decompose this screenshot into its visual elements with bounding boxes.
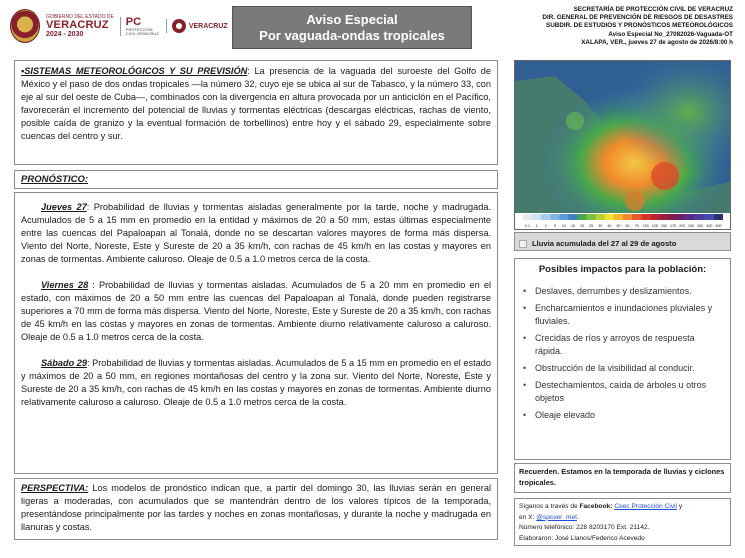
agency-line: XALAPA, VER., jueves 27 de agosto de 2026/8:00 h xyxy=(581,38,733,46)
scale-swatch xyxy=(587,214,596,220)
scale-label: 50 xyxy=(616,224,621,228)
veracruz-logo xyxy=(166,19,228,33)
agency-line: DIR. GENERAL DE PREVENCIÓN DE RIESGOS DE DESASTRES xyxy=(542,14,733,22)
day-name: Viernes 28 xyxy=(41,280,89,290)
scale-swatch xyxy=(541,214,550,220)
contact-prefix: Síganos a través de xyxy=(519,503,580,510)
scale-swatch xyxy=(578,214,587,220)
map-caption-text: Lluvia acumulada del 27 al 29 de agosto xyxy=(532,239,677,248)
title-line1: Aviso Especial xyxy=(306,12,398,27)
veracruz-seal-icon xyxy=(10,9,40,43)
scale-swatch xyxy=(623,214,632,220)
agency-block xyxy=(471,6,733,47)
day-name: Sábado 29 xyxy=(41,358,87,368)
gov-line2: VERACRUZ xyxy=(46,18,109,31)
scale-label: 400 xyxy=(706,224,713,228)
contact-line-x xyxy=(519,513,726,524)
scale-swatch xyxy=(705,214,714,220)
perspective-paragraph xyxy=(21,482,491,534)
scale-label: 15 xyxy=(571,224,575,228)
proteccion-civil-logo xyxy=(120,17,160,36)
scale-label: 75 xyxy=(634,224,639,228)
scale-swatch xyxy=(605,214,614,220)
impacts-heading: Posibles impactos para la población: xyxy=(538,264,707,275)
map-caption xyxy=(514,232,731,251)
contact-phone: Número telefónico: 228 8203170 Ext. 21142. xyxy=(519,524,650,531)
season-reminder: Recuerden. Estamos en la temporada de lluvias y ciclones tropicales. xyxy=(514,463,731,493)
scale-swatch xyxy=(532,214,541,220)
rainfall-map-image xyxy=(515,61,731,230)
systems-section xyxy=(14,60,498,165)
perspective-section xyxy=(14,478,498,540)
impact-item: • Oleaje elevado xyxy=(523,409,722,422)
scale-label: 500 xyxy=(715,224,722,228)
scale-label: 60 xyxy=(625,224,630,228)
scale-swatch xyxy=(596,214,605,220)
rainfall-map xyxy=(514,60,731,230)
scale-swatch xyxy=(523,214,532,220)
systems-text: : La presencia de la vaguada del suroeste del Golfo de México y el paso de dos ondas tropicales —la número 32, cuyo eje se ubica al sur de Tabasco, y la número 33, con eje al sur del oeste de Cuba—, combinados con la divergencia en altura provocada por un anticiclón en el Pacífico, favorecerán el incremento del potencial de lluvias y tormentas eléctricas (descargas eléctricas, rachas de viento, posible caída de granizo y la eventual formación de torbellinos) entre hoy y el sábado 29, especialmente sobre cuencas del centro y sur. xyxy=(21,66,491,141)
impacts-list xyxy=(523,285,722,422)
impact-item: • Destechamientos, caída de árboles u otros objetos xyxy=(523,379,722,405)
forecast-section xyxy=(14,192,498,474)
gov-line3: 2024 - 2030 xyxy=(46,30,84,38)
scale-swatch xyxy=(668,214,677,220)
forecast-day xyxy=(21,201,491,266)
scale-swatch xyxy=(687,214,696,220)
scale-swatch xyxy=(568,214,577,220)
scale-label: 100 xyxy=(642,224,649,228)
forecast-day xyxy=(21,357,491,409)
day-text: : Probabilidad de lluvias y tormentas aisladas generalmente por la tarde, noche y madrugada. Acumulados de 5 a 15 mm en promedio en la entidad y máximos de 20 a 50 mm, estas últimas especialmente entre las cuencas del Papaloapan al Tonalá, donde no se descartan valores mayores de forma más dispersa. Viento del Norte, Noreste, Este y Sureste de 20 a 35 km/h, con rachas de 45 km/h en las costas y mayores en zonas de tormentas. Ambiente caluroso. Oleaje de 0.5 a 1.0 metros cerca de la costa. xyxy=(21,202,491,264)
scale-label: 150 xyxy=(660,224,667,228)
veracruz-label: VERACRUZ xyxy=(188,22,228,30)
day-name: Jueves 27 xyxy=(41,202,87,212)
scale-swatch xyxy=(614,214,623,220)
impacts-section xyxy=(514,258,731,460)
day-text: : Probabilidad de lluvias y tormentas aisladas. Acumulados de 5 a 20 mm en promedio en el estado, con máximos de 20 a 50 mm entre las cuencas del Papaloapan al Tonalá, donde pueden registrarse superiores a 70 mm de forma más dispersa. Viento del Norte, Noreste, Este y Sureste de 20 a 35 km/h, con rachas de 45 km/h en las costas y mayores en zonas de tormentas. Ambiente diurno relativamente caluroso a caluroso. Oleaje de 0.5 a 1.0 metros cerca de la costa. xyxy=(21,280,491,342)
impact-item: • Obstrucción de la visibilidad al conducir. xyxy=(523,362,722,375)
scale-label: 20 xyxy=(580,224,585,228)
contact-section xyxy=(514,498,731,546)
government-logo xyxy=(46,15,114,38)
x-suffix: . xyxy=(577,513,579,521)
header-logos xyxy=(10,6,230,46)
scale-label: 25 xyxy=(589,224,594,228)
systems-paragraph xyxy=(21,65,491,143)
scale-label: 200 xyxy=(679,224,686,228)
scale-label: 5 xyxy=(553,224,556,228)
facebook-label: Facebook: xyxy=(579,503,613,510)
scale-label: 2 xyxy=(544,224,547,228)
agency-line: Aviso Especial No_27082026-Vaguada-OT xyxy=(608,30,733,38)
scale-swatch xyxy=(678,214,687,220)
scale-label: 1 xyxy=(535,224,538,228)
contact-suffix: y xyxy=(676,503,683,510)
impact-item: • Deslaves, derrumbes y deslizamientos. xyxy=(523,285,722,298)
agency-line: SECRETARÍA DE PROTECCIÓN CIVIL DE VERACRUZ xyxy=(573,6,733,13)
scale-swatch xyxy=(632,214,641,220)
scale-swatch xyxy=(696,214,705,220)
scale-label: 175 xyxy=(670,224,676,228)
legend-square-icon xyxy=(519,240,527,248)
scale-label: 30 xyxy=(598,224,603,228)
x-link[interactable]: @spcver_met xyxy=(536,513,578,521)
scale-label: 40 xyxy=(607,224,612,228)
veracruz-emblem-icon xyxy=(172,19,186,33)
impact-item: • Encharcamientos e inundaciones pluviales y fluviales. xyxy=(523,302,722,328)
agency-line: SUBDIR. DE ESTUDIOS Y PRONÓSTICOS METEOROLÓGICOS xyxy=(546,22,733,30)
facebook-link[interactable]: Ceec Protección Civil xyxy=(614,503,677,510)
forecast-day xyxy=(21,279,491,344)
title-line2: Por vaguada-ondas tropicales xyxy=(259,28,445,43)
pc-label: PC xyxy=(125,15,142,28)
scale-label: 10 xyxy=(561,224,566,228)
scale-label: 250 xyxy=(688,224,695,228)
perspective-text: Los modelos de pronóstico indican que, a partir del domingo 30, las lluvias serán en general ligeras a moderadas, con acumulados que se mantendrán dentro de los valores típicos de la temporada, presentándose principalmente por las tardes y noches en zonas montañosas, y durante la noche y madrugada en llanuras y costas. xyxy=(21,483,491,532)
perspective-heading: PERSPECTIVA: xyxy=(21,483,89,493)
systems-heading: •SISTEMAS METEOROLÓGICOS Y SU PREVISIÓN xyxy=(21,66,248,76)
contact-line-facebook xyxy=(519,502,726,513)
contact-authors: Elaboraron: José Llanos/Federico Acevedo xyxy=(519,534,645,542)
scale-swatch xyxy=(659,214,668,220)
gov-line1: GOBIERNO DEL ESTADO DE xyxy=(46,13,114,20)
pc-sub: PROTECCIÓN CIVIL VERACRUZ xyxy=(125,26,159,36)
scale-swatch xyxy=(650,214,659,220)
scale-swatch xyxy=(559,214,568,220)
forecast-heading: PRONÓSTICO: xyxy=(14,170,498,189)
scale-label: 0.1 xyxy=(525,224,531,228)
scale-swatch xyxy=(714,214,723,220)
scale-label: 125 xyxy=(651,224,658,228)
scale-swatch xyxy=(550,214,559,220)
x-prefix: en X: xyxy=(519,513,537,521)
day-text: : Probabilidad de lluvias y tormentas aisladas. Acumulados de 5 a 15 mm en promedio en el estado y máximos de 20 a 50 mm, en regiones montañosas del centro y la zona sur. Viento del Norte, Noreste, Este y Sureste de 20 a 35 km/h, con rachas de 45 km/h en las costas y mayores en zonas de tormentas. Ambiente diurno relativamente caluroso a caluroso. Oleaje de 0.5 a 1.0 metros cerca de la costa. xyxy=(21,358,491,407)
impact-item: • Crecidas de ríos y arroyos de respuesta rápida. xyxy=(523,332,722,358)
scale-label: 300 xyxy=(697,224,704,228)
title-box xyxy=(232,6,472,49)
scale-swatch xyxy=(641,214,650,220)
